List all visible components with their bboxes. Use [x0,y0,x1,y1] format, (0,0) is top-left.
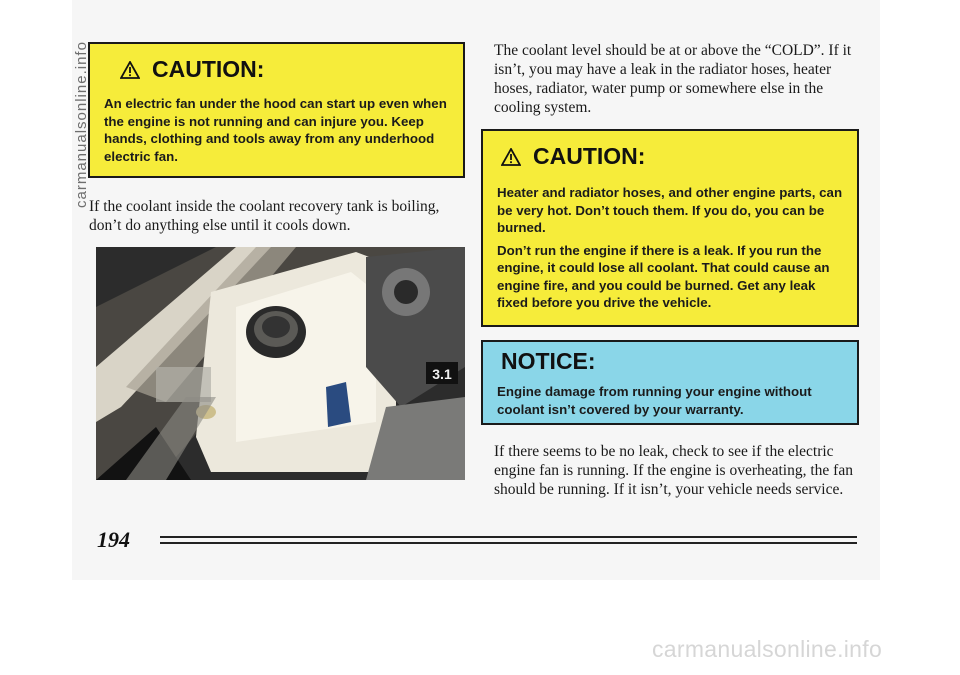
footer-rule-top [160,536,857,538]
coolant-level-paragraph: The coolant level should be at or above the “COLD”. If it isn’t, you may have a leak in the radiator hoses, heater hoses, radiator, water pump or somewhere else in the cooling system. [494,42,852,116]
engine-bay-photo [96,247,465,480]
warning-triangle-icon [501,148,521,166]
fan-check-paragraph: If there seems to be no leak, check to see if the electric engine fan is running. If the engine is overheating, the fan should be running. If it isn’t, your vehicle needs service. [494,443,853,498]
notice-text: Engine damage from running your engine without coolant isn’t covered by your warranty. [497,384,812,417]
caution-title: CAUTION: [533,143,646,169]
site-watermark: carmanualsonline.info [652,636,883,662]
caution-text: An electric fan under the hood can start up even when the engine is not running and can injure you. Keep hands, clothing and tools away from any underhood electric fan. [104,96,447,164]
caution-header [120,56,449,83]
caution-text-hot-parts: Heater and radiator hoses, and other engine parts, can be very hot. Don’t touch them. If you do, you can be burned. [497,185,843,236]
caution-header [501,143,843,170]
notice-box [481,340,859,425]
engine-badge-text: 3.1 [432,366,452,382]
notice-title: NOTICE: [501,348,596,374]
caution-box-electric-fan [88,42,465,178]
caution-box-hot-parts [481,129,859,327]
footer-rule-bottom [160,542,857,544]
caution-text-leak: Don’t run the engine if there is a leak. If you run the engine, it could lose all coolant. That could cause an engine fire, and you could be burned. Get any leak fixed before you drive the vehicle. [497,242,830,311]
page-number: 194 [97,527,130,552]
margin-watermark: carmanualsonline.info [73,41,90,208]
coolant-boiling-paragraph: If the coolant inside the coolant recovery tank is boiling, don’t do anything else until it cools down. [89,198,440,234]
caution-title: CAUTION: [152,56,265,82]
warning-triangle-icon [120,61,140,79]
